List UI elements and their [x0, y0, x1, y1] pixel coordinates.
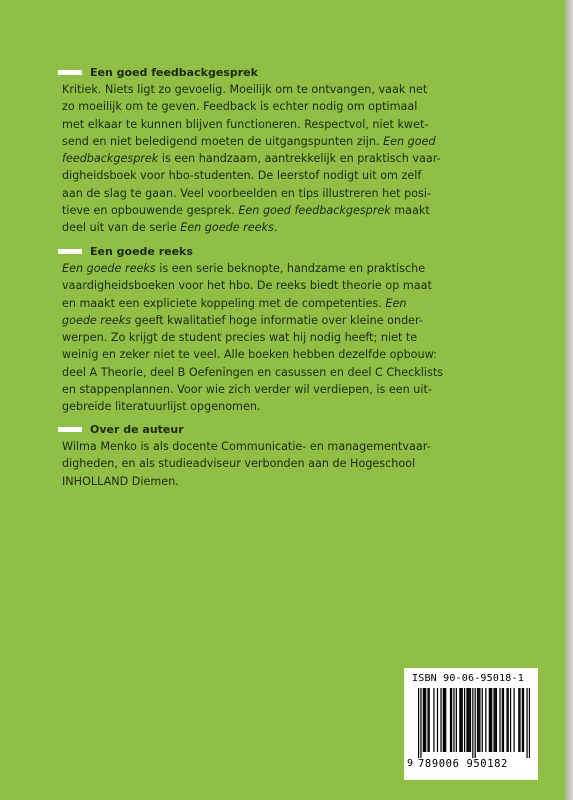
body-line — [62, 81, 528, 98]
barcode-bar — [479, 688, 480, 752]
section-heading — [58, 64, 528, 80]
barcode-bar — [519, 688, 520, 752]
body-line — [62, 364, 528, 381]
barcode-bar — [475, 688, 476, 758]
section-heading — [58, 243, 528, 259]
section-heading-text: Een goed feedbackgesprek — [90, 65, 258, 79]
barcode-bar — [462, 688, 463, 752]
body-line — [62, 202, 528, 219]
barcode-bar — [506, 688, 507, 752]
text-run: en maakt een expliciete koppeling met de competenties. — [62, 296, 386, 310]
text-run: is een handzaam, aantrekkelijk en praktisch vaar- — [158, 152, 441, 166]
text-run: en stappenplannen. Voor wie zich verder wil verdiepen, is een uit- — [62, 383, 432, 397]
text-run: tieve en opbouwende gesprek. — [62, 204, 239, 218]
section-feedbackgesprek — [58, 64, 528, 237]
text-run: weinig en zeker niet te veel. Alle boeken hebben dezelfde opbouw: — [62, 348, 437, 362]
isbn-label: ISBN 90-06-95018-1 — [412, 673, 524, 684]
barcode-bar — [518, 688, 519, 752]
text-run: geeft kwalitatief hoge informatie over kleine onder- — [131, 313, 423, 327]
barcode-bar — [503, 688, 504, 752]
barcode-bar — [508, 688, 509, 752]
barcode-bar — [423, 688, 424, 752]
heading-bar-icon — [58, 70, 82, 75]
cover-edge — [565, 0, 573, 800]
body-line — [62, 277, 528, 294]
barcode-bar — [490, 688, 491, 752]
barcode-bar — [459, 688, 460, 752]
ean-digits: 789006 950182 — [418, 758, 508, 770]
barcode-bar — [440, 688, 441, 752]
body-line — [62, 455, 528, 472]
body-line — [62, 329, 528, 346]
barcode-bar — [418, 688, 419, 758]
section-body — [62, 260, 528, 416]
italic-title: Een — [385, 296, 407, 310]
text-run: is een serie beknopte, handzame en praktische — [155, 262, 426, 275]
section-heading-text: Een goede reeks — [90, 244, 193, 258]
barcode-bar — [451, 688, 452, 752]
text-run: INHOLLAND Diemen. — [62, 474, 179, 488]
body-line — [62, 133, 528, 150]
body-line — [62, 150, 528, 167]
barcode-icon — [418, 688, 530, 758]
text-run: aan de slag te gaan. Veel voorbeelden en tips illustreren het posi- — [62, 186, 432, 200]
body-line — [62, 346, 528, 363]
body-line — [62, 473, 528, 490]
barcode-bar — [523, 688, 524, 752]
ean-first-digit: 9 — [407, 758, 414, 769]
text-run: werpen. Zo krijgt de student precies wat hij nodig heeft; niet te — [62, 331, 418, 345]
body-line — [62, 381, 528, 398]
barcode-bar — [443, 688, 444, 752]
body-line — [62, 219, 528, 236]
barcode-bar — [420, 688, 421, 758]
text-run: gebreide literatuurlijst opgenomen. — [62, 400, 261, 414]
barcode-bar — [433, 688, 434, 752]
section-heading-text: Over de auteur — [90, 422, 184, 436]
barcode-bar — [460, 688, 461, 752]
barcode-bar — [499, 688, 500, 752]
text-run: digheden, en als studieadviseur verbonden aan de Hogeschool — [62, 457, 416, 471]
barcode-bar — [491, 688, 492, 752]
text-run: . — [273, 221, 278, 235]
heading-bar-icon — [58, 249, 82, 254]
text-run: zo moeilijk om te geven. Feedback is echter nodig om optimaal — [62, 100, 418, 114]
body-line — [62, 260, 528, 277]
barcode-bar — [529, 688, 530, 758]
text-run: met elkaar te kunnen blijven functioneren. Respectvol, niet kwet- — [62, 117, 429, 131]
barcode-bar — [478, 688, 479, 752]
barcode-bar — [496, 688, 497, 752]
italic-title: Een goede reeks — [62, 262, 156, 275]
text-run: deel uit van de serie — [62, 221, 181, 235]
body-line — [62, 98, 528, 115]
section-goede-reeks — [58, 243, 528, 416]
body-line — [62, 167, 528, 184]
body-line — [62, 116, 528, 133]
barcode-bar — [453, 688, 454, 752]
barcode-bar — [477, 688, 478, 752]
barcode-bar — [482, 688, 483, 752]
barcode-bar — [429, 688, 430, 752]
barcode-bar — [468, 688, 469, 752]
barcode-bar — [456, 688, 457, 752]
barcode-bar — [495, 688, 496, 752]
body-line — [62, 185, 528, 202]
barcode-bar — [427, 688, 428, 752]
barcode-bar — [510, 688, 511, 752]
barcode-bar — [444, 688, 445, 752]
section-heading — [58, 421, 528, 437]
italic-title: Een goede reeks — [180, 221, 274, 235]
barcode-bar — [425, 688, 426, 752]
body-line — [62, 312, 528, 329]
barcode-bar — [445, 688, 446, 752]
barcode-bar — [470, 688, 471, 752]
heading-bar-icon — [58, 427, 82, 432]
section-body — [62, 438, 528, 490]
text-run: Kritiek. Niets ligt zo gevoelig. Moeilijk om te ontvangen, vaak net — [62, 83, 428, 96]
text-run: Wilma Menko is als docente Communicatie- en managementvaar- — [62, 440, 431, 453]
barcode-bar — [437, 688, 438, 752]
barcode-bar — [466, 688, 467, 752]
isbn-barcode-box — [404, 668, 538, 780]
text-run: send en niet beledigend moeten de uitgangspunten zijn. — [62, 134, 384, 148]
barcode-bar — [513, 688, 514, 752]
barcode-bar — [485, 688, 486, 752]
body-line — [62, 295, 528, 312]
barcode-bar — [469, 688, 470, 752]
barcode-bar — [472, 688, 473, 758]
body-line — [62, 438, 528, 455]
barcode-bar — [424, 688, 425, 752]
barcode-bar — [522, 688, 523, 752]
section-body — [62, 81, 528, 237]
barcode-bar — [464, 688, 465, 752]
section-over-de-auteur — [58, 421, 528, 490]
text-run: digheidsboek voor hbo-studenten. De leerstof nodigt uit om zelf — [62, 169, 422, 183]
text-run: vaardigheidsboeken voor het hbo. De reeks biedt theorie op maat — [62, 279, 432, 293]
italic-title: Een goed feedbackgesprek — [238, 204, 391, 218]
barcode-bar — [526, 688, 527, 758]
barcode-bar — [493, 688, 494, 752]
text-run: maakt — [390, 204, 430, 218]
text-run: deel A Theorie, deel B Oefeningen en casussen en deel C Checklists — [62, 365, 444, 379]
barcode-bar — [450, 688, 451, 752]
italic-title: Een goed — [383, 134, 436, 148]
italic-title: goede reeks — [62, 313, 132, 327]
barcode-bar — [489, 688, 490, 752]
barcode-bar — [502, 688, 503, 752]
body-line — [62, 398, 528, 415]
italic-title: feedbackgesprek — [62, 152, 159, 166]
